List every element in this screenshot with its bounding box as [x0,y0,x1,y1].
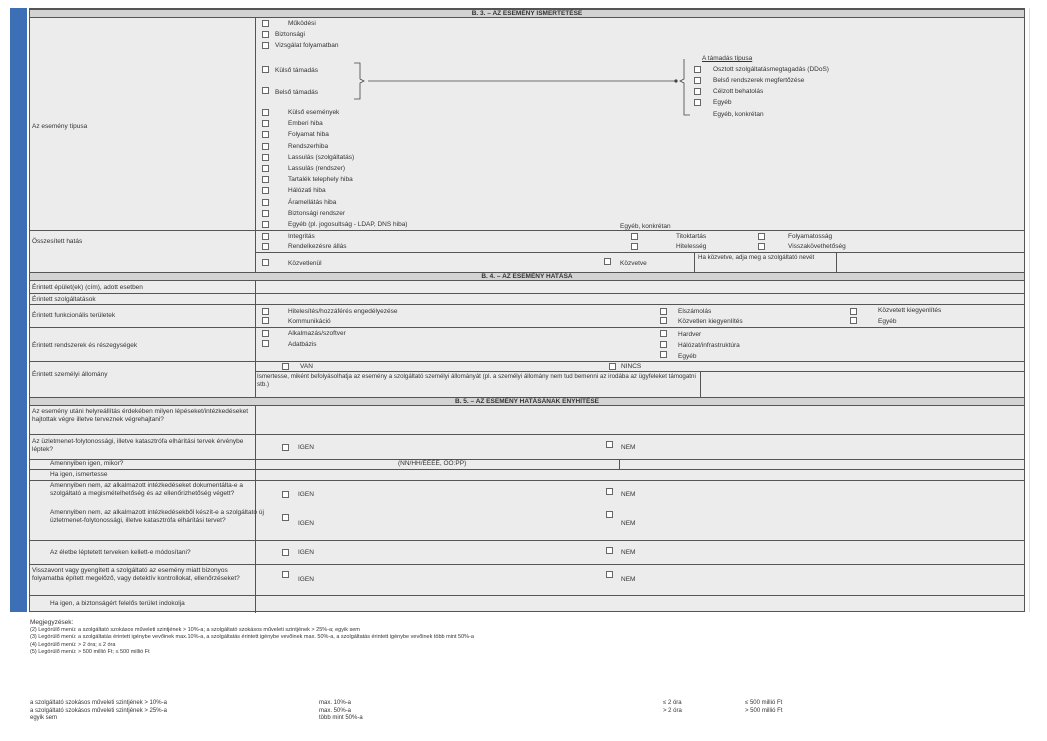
row-line [30,540,1024,541]
footer-option: több mint 50%-a [319,715,363,721]
staff-yes-checkbox[interactable] [282,363,289,370]
note-line: (3) Legörülő menü: a szolgáltatás érintett igénybe vevőinek max.10%-a, a szolgáltatás érintett igénybe vevőinek max. 50%-a, a szolgáltatás érintett igénybe vevőinek több mint 50%-a [30,634,474,641]
system-label: Alkalmazás/szoftver [288,330,346,337]
cell-line [836,252,837,272]
event-type-label: Az esemény típusa [32,123,88,130]
staff-no-label: NINCS [621,363,642,370]
indirect-label: Közvetve [620,260,647,267]
documented-measures-question: Amennyiben nem, az alkalmazott intézkedéseket dokumentálta-e a szolgáltató a megismételhetőség és az ellenőrizhetőség végett? [50,482,243,497]
functional-areas-label: Érintett funkcionális területek [32,312,116,319]
controls-no-checkbox[interactable] [606,571,613,578]
staff-no-checkbox[interactable] [609,363,616,370]
system-checkbox[interactable] [660,330,667,337]
event-type-checkbox[interactable] [262,221,269,228]
footer-option: a szolgáltató szokásos műveleti szintjének > 10%-a [30,700,167,706]
inside-attack-label: Belső támadás [275,89,318,96]
direct-label: Közvetlenül [288,260,322,267]
bcp-when-question: Amennyiben igen, mikor? [50,460,124,467]
row-line [30,480,1024,481]
combined-effect-label: Visszakövethetőség [788,243,846,250]
event-type-checkbox[interactable] [262,20,269,27]
incident-form [29,8,1025,612]
event-type-label: Emberi hiba [288,120,323,128]
attack-type-label: Osztott szolgáltatásmegtagadás (DDoS) [713,66,829,73]
footer-col-cost [745,700,783,715]
functional-area-label: Elszámolás [678,308,712,315]
documented-yes-checkbox[interactable] [282,491,289,498]
event-type-checkbox[interactable] [262,154,269,161]
attack-type-label: Belső rendszerek megfertőzése [713,77,805,84]
direct-checkbox[interactable] [262,259,269,266]
footer-option: egyik sem [30,715,58,721]
footer-col-users [319,700,363,723]
functional-area-checkbox[interactable] [262,308,269,315]
event-type-checkbox[interactable] [262,143,269,150]
event-type-checkbox[interactable] [262,210,269,217]
section-b5-header: B. 5. – AZ ESEMÉNY HATÁSÁNAK ENYHÍTÉSE [30,397,1024,406]
functional-area-label: Közvetlen kiegyenlítés [678,318,743,325]
event-type-label: Folyamat hiba [288,131,329,139]
combined-effect-checkbox[interactable] [631,243,638,250]
indirect-checkbox[interactable] [604,258,611,265]
attack-type-label: Célzott behatolás [713,88,764,95]
event-type-label: Biztonsági rendszer [288,209,346,217]
system-checkbox[interactable] [660,351,667,358]
functional-area-checkbox[interactable] [262,317,269,324]
row-line [255,230,1024,231]
plan-modified-no-checkbox[interactable] [606,547,613,554]
documented-no-checkbox[interactable] [606,488,613,495]
event-type-label: Vizsgálat folyamatban [275,42,339,49]
event-type-checkbox[interactable] [262,131,269,138]
event-type-label: Biztonsági [275,31,305,38]
footer-option: a szolgáltató szokásos műveleti szintjének > 25%-a [30,707,167,714]
functional-area-label: Közvetett kiegyenlítés [878,307,942,314]
note-line: (4) Legörülő menü: > 2 óra; ≤ 2 óra [30,641,116,648]
event-type-checkbox[interactable] [262,31,269,38]
functional-area-checkbox[interactable] [850,308,857,315]
indirect-provider-note: Ha közvetve, adja meg a szolgáltató nevét [698,254,815,261]
bcp-no-checkbox[interactable] [606,441,613,448]
security-justification-question: Ha igen, a biztonságért felelős terület indokolja [50,600,185,607]
outside-attack-label: Külső támadás [275,67,318,74]
attack-type-checkbox[interactable] [694,99,701,106]
footer-col-operational [30,700,167,723]
combined-effect-checkbox[interactable] [758,233,765,240]
staff-yes-label: VAN [300,363,313,370]
note-line: (5) Legörülő menü: > 500 millió Ft; ≤ 500 millió Ft [30,649,150,656]
combined-effect-checkbox[interactable] [262,233,269,240]
attack-type-title: A támadás típusa [702,55,753,62]
combined-effect-label: Folyamatosság [788,233,833,240]
system-label: Hardver [678,331,702,338]
bcp-yes-label: IGEN [298,444,314,451]
new-plan-question: Amennyiben nem, az alkalmazott intézkedésekből készít-e a szolgáltató új üzletmenet-folytonossági, illetve katasztrófa elhárítási tervet? [50,509,264,524]
event-type-label: Tartalék telephely hiba [288,176,353,184]
functional-area-checkbox[interactable] [850,317,857,324]
event-type-label: Rendszerhiba [288,142,329,150]
plan-modified-question: Az életbe léptetett terveken kellett-e módosítani? [50,549,191,556]
event-type-checkbox[interactable] [262,42,269,49]
attack-type-checkbox[interactable] [694,66,701,73]
affected-services-label: Érintett szolgáltatások [32,296,96,303]
row-line [30,564,1024,565]
row-line [30,595,1024,596]
section-b4-header: B. 4. – AZ ESEMÉNY HATÁSA [30,272,1024,281]
cell-line [694,252,695,272]
event-type-label: Lassulás (rendszer) [288,165,346,172]
documented-no-label: NEM [621,491,636,498]
system-label: Adatbázis [288,341,317,348]
combined-effect-checkbox[interactable] [758,243,765,250]
functional-area-checkbox[interactable] [660,308,667,315]
bcp-describe-question: Ha igen, ismertesse [50,471,108,478]
new-plan-yes-label: IGEN [298,520,314,527]
combined-effect-label: Összesített hatás [32,238,83,245]
affected-buildings-label: Érintett épület(ek) (cím), adott esetben [32,284,143,291]
combined-effect-checkbox[interactable] [631,233,638,240]
bcp-activated-question: Az üzletmenet-folytonossági, illetve katasztrófa elhárítási tervek érvénybe léptek? [32,438,244,453]
new-plan-no-checkbox[interactable] [606,511,613,518]
footer-option: ≤ 2 óra [663,700,682,706]
accent-bar [10,8,27,612]
controls-weakened-question: Visszavont vagy gyengített a szolgáltató az esemény miatt bizonyos folyamatba épített megelőző, vagy detektív kontrollokat, ellenőrzéseket? [32,567,240,582]
plan-modified-no-label: NEM [621,549,636,556]
row-line [30,230,255,231]
row-line [30,327,1024,328]
functional-area-label: Kommunikáció [288,318,331,325]
recovery-steps-question: Az esemény utáni helyreállítás érdekében milyen lépéseket/intézkedéseket hajtottak végre illetve terveznek végrehajtani? [32,408,249,423]
row-line [30,293,1024,294]
plan-modified-yes-label: IGEN [298,549,314,556]
notes-block [30,619,830,657]
documented-yes-label: IGEN [298,491,314,498]
systems-label: Érintett rendszerek és részegységek [32,342,138,349]
event-type-checkbox[interactable] [262,120,269,127]
section-b3-header: B. 3. – AZ ESEMÉNY ISMERTETÉSE [30,9,1024,18]
event-type-checkbox[interactable] [262,199,269,206]
row-line [255,371,1024,372]
attack-type-checkbox[interactable] [694,88,701,95]
combined-effect-label: Rendelkezésre állás [288,243,347,250]
event-type-label: Egyéb (pl. jogosultság - LDAP, DNS hiba) [288,221,408,228]
event-type-label: Hálózati hiba [288,187,326,195]
controls-yes-checkbox[interactable] [282,571,289,578]
new-plan-no-label: NEM [621,520,636,527]
event-type-label: Külső események [288,109,340,116]
cell-line [700,371,701,397]
footer-col-duration [663,700,682,715]
row-line [255,252,1024,253]
event-type-checkbox[interactable] [262,187,269,194]
row-line [30,361,1024,362]
new-plan-yes-checkbox[interactable] [282,514,289,521]
outside-attack-checkbox[interactable] [262,66,269,73]
event-type-checkbox[interactable] [262,109,269,116]
combined-effect-label: Hitelesség [676,243,707,250]
notes-title: Megjegyzések: [30,619,74,626]
bcp-yes-checkbox[interactable] [282,444,289,451]
functional-area-label: Hitelesítés/hozzáférés engedélyezése [288,308,398,315]
note-line: (2) Legörülő menü: a szolgáltató szokásos műveleti szintjének > 10%-a; a szolgáltató szokásos műveleti szintjének > 25%-a; egyik sem [30,626,360,633]
other-specific-label: Egyéb, konkrétan [620,223,671,230]
combined-effect-checkbox[interactable] [262,243,269,250]
event-type-label: Lassulás (szolgáltatás) [288,153,355,161]
bcp-no-label: NEM [621,444,636,451]
footer-option: ≤ 500 millió Ft [745,700,783,706]
system-checkbox[interactable] [660,341,667,348]
event-type-label: Áramellátás hiba [288,198,337,206]
row-line [30,434,1024,435]
attack-type-label: Egyéb [713,99,732,106]
system-label: Egyéb [678,353,697,360]
footer-option: max. 50%-a [319,707,352,714]
cell-line [619,459,620,469]
row-line [30,304,1024,305]
event-type-checkbox[interactable] [262,176,269,183]
functional-area-label: Egyéb [878,318,897,325]
controls-no-label: NEM [621,576,636,583]
footer-option: max. 10%-a [319,700,352,706]
system-label: Hálózat/infrastruktúra [678,342,740,349]
system-checkbox[interactable] [262,330,269,337]
plan-modified-yes-checkbox[interactable] [282,549,289,556]
staff-label: Érintett személyi állomány [32,371,108,378]
attack-type-checkbox[interactable] [694,77,701,84]
combined-effect-label: Integritás [288,233,315,240]
event-type-checkbox[interactable] [262,165,269,172]
row-line [30,469,1024,470]
staff-impact-note: Ismertesse, miként befolyásolhatja az esemény a szolgáltató személyi állományát (pl. a személyi állomány nem tud bemenni az irodába az ügyfeleket támogatni stb.) [257,373,696,388]
page-edge [1029,8,1030,612]
datetime-format-hint: (NN/HH/ÉÉÉÉ, ÓÓ:PP) [398,460,467,467]
combined-effect-label: Titoktartás [676,233,707,240]
attack-bracket-arrow [350,59,730,129]
footer-option: > 2 óra [663,707,682,714]
functional-area-checkbox[interactable] [660,317,667,324]
event-type-label: Működési [288,20,316,27]
attack-other-label: Egyéb, konkrétan [713,111,764,118]
controls-yes-label: IGEN [298,576,314,583]
inside-attack-checkbox[interactable] [262,87,269,94]
system-checkbox[interactable] [262,340,269,347]
footer-option: > 500 millió Ft [745,707,783,714]
